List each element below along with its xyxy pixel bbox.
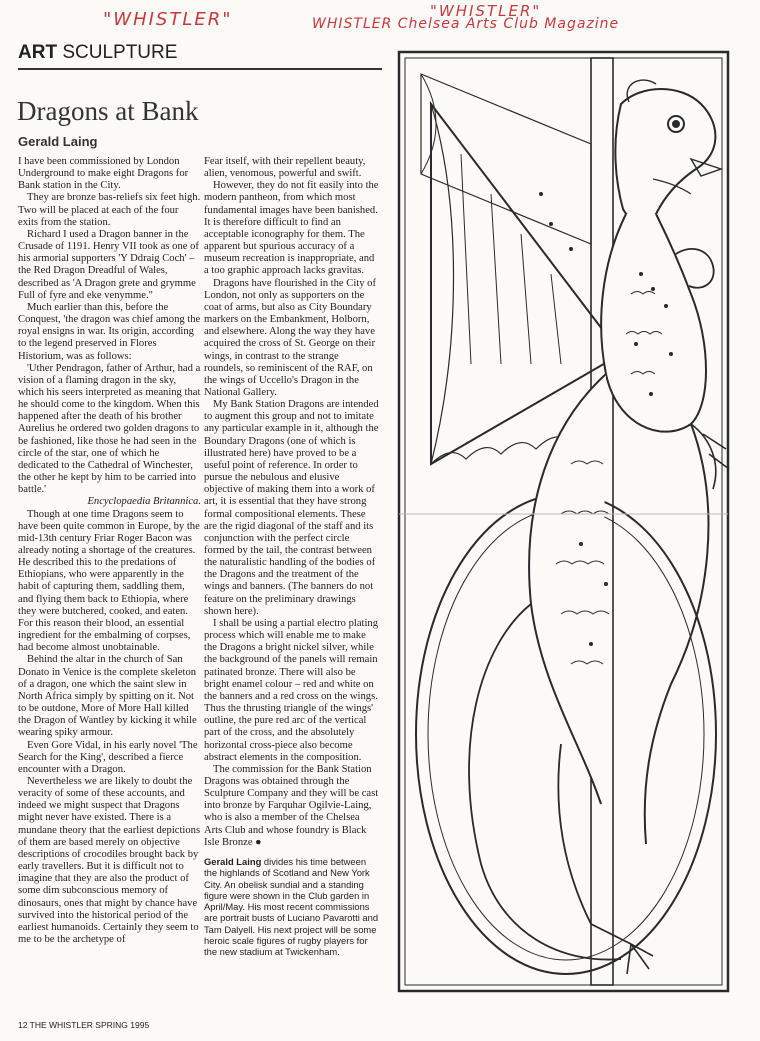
paragraph: Fear itself, with their repellent beauty, alien, venomous, powerful and swift. bbox=[204, 156, 366, 180]
paragraph: Dragons have flourished in the City of London, not only as supporters on the coat of arms, but also as City Boundary markers on the Embankment, Holborn, and elsewhere. Along the way they have acquired the cross of St. George on their wings, in contrast to the strange roundels, so reminiscent of the RAF, on the wings of Uccello's Dragon in the National Gallery. bbox=[204, 277, 376, 398]
paragraph: Though at one time Dragons seem to have been quite common in Europe, by the mid-13th century Friar Roger Bacon was already noting a shortage of the creatures. He described this to the predations of Ethiopians, who were apparently in the habit of capturing them, saddling them, and flying them back to Ethiopia, where they were butchered, cooked, and eaten. For this reason their blood, an essential ingredient for the embalming of corpses, had become almost unobtainable. bbox=[18, 508, 200, 654]
paragraph: Much earlier than this, before the Conquest, 'the dragon was chief among the royal ensigns in war. Its origin, according to the legend preserved in Flores Historium, was as follows: bbox=[18, 301, 201, 362]
paragraph: However, they do not fit easily into the modern pantheon, from which most fundamental images have been banished. It is therefore difficult to find an acceptable iconography for them. The apparent but spurious accuracy of a museum recreation is inappropriate, and a too graphic approach lacks gravitas. bbox=[204, 180, 379, 277]
page-folio: 12 THE WHISTLER SPRING 1995 bbox=[18, 1020, 150, 1030]
section-header-bold: ART bbox=[18, 42, 58, 63]
article-byline: Gerald Laing bbox=[18, 134, 98, 149]
handwritten-note-whistler-2: "WHISTLER" bbox=[430, 2, 542, 20]
paragraph: I shall be using a partial electro plating process which will enable me to make the Dragons a bright nickel silver, while the background of the panels will remain patinated bronze. There will also be bright enamel colour – red and white on the banners and a red cross on the wings. Thus the thrusting triangle of the wings' outline, the pure red arc of the vertical part of the cross, and the absolutely horizontal cross-piece also become abstract elements in the composition. bbox=[204, 617, 379, 763]
author-bio bbox=[204, 856, 379, 958]
paragraph: Richard I used a Dragon banner in the Crusade of 1191. Henry VII took as one of his armorial supporters 'Y Ddraig Coch' – the Red Dragon Dreadful of Wales, described as 'A Dragon grete and grymme bbox=[18, 228, 199, 289]
paragraph: I have been commissioned by London Underground to make eight Dragons for Bank station in the City. bbox=[18, 156, 189, 192]
article-column-1 bbox=[18, 156, 201, 946]
section-header-rest: SCULPTURE bbox=[62, 42, 178, 63]
paragraph: Full of fyre and eke venymme." bbox=[18, 289, 153, 301]
paragraph: They are bronze bas-reliefs six feet high. Two will be placed at each of the four exits from the station. bbox=[18, 192, 201, 228]
article-column-2 bbox=[204, 156, 379, 958]
handwritten-note-magazine: WHISTLER Chelsea Arts Club Magazine bbox=[312, 16, 620, 32]
paragraph: Even Gore Vidal, in his early novel 'The Search for the King', described a fierce encounter with a Dragon. bbox=[18, 739, 198, 775]
paragraph: The commission for the Bank Station Dragons was obtained through the Sculpture Company and they will be cast into bronze by Farquhar Ogilvie-Laing, who is also a member of the Chelsea Arts Club and whose foundry is Black Isle Bronze ● bbox=[204, 763, 379, 848]
article-headline: Dragons at Bank bbox=[17, 96, 199, 126]
citation: Encyclopaedia Britannica. bbox=[87, 496, 201, 508]
paragraph: Behind the altar in the church of San Donato in Venice is the complete skeleton of a dragon, one which the saint slew in North Africa simply by spitting on it. Not to be outdone, More of More Hall killed the Dragon of Wantley by kicking it while wearing spiky armour. bbox=[18, 654, 197, 739]
author-bio-name: Gerald Laing bbox=[204, 855, 262, 867]
section-header bbox=[18, 42, 177, 64]
handwritten-note-whistler: "WHISTLER" bbox=[103, 9, 233, 30]
paragraph: 'Uther Pendragon, father of Arthur, had a vision of a flaming dragon in the sky, which his seers interpreted as meaning that he should come to the kingdom. When this happened after the death of his brother Aurelius he ordered two golden dragons to be fashioned, like those he had seen in the circle of the star, one of which he dedicated to the Cathedral of Winchester, the other he kept by him to be carried into battle.' bbox=[18, 362, 201, 496]
author-bio-text: divides his time between the highlands of Scotland and New York City. An obelisk sundial and a standing figure were shown in the Club garden in April/May. His most recent commissions are portrait busts of Luciano Pavarotti and Tam Dalyell. His next project will be some heroic scale figures of rugby players for the new stadium at Twickenham. bbox=[204, 855, 379, 958]
section-rule bbox=[18, 68, 382, 70]
dragon-illustration bbox=[391, 44, 736, 999]
paragraph: Nevertheless we are likely to doubt the veracity of some of these accounts, and indeed we might suspect that Dragons might never have existed. There is a mundane theory that the earliest depictions of them are based merely on objective descriptions of crocodiles brought back by early travellers. But it is difficult not to imagine that they are also the product of some dim subconscious memory of dinosaurs, ones that might by chance have survived into the historical period of the earliest humanoids. Certainly they seem to me to be the archetype of bbox=[18, 775, 201, 945]
paragraph: My Bank Station Dragons are intended to augment this group and not to imitate any particular example in it, although the Boundary Dragons (one of which is illustrated here) have proved to be a useful point of reference. In order to pursue the nebulous and elusive objective of making them into a work of art, it is essential that they have strong formal compositional elements. These are the rigid diagonal of the staff and its conjunction with the perfect circle formed by the tail, the contrast between the naturalistic handling of the bodies of the Dragons and the treatment of the wings and banners. (The banners do not feature on the preliminary drawings shown here). bbox=[204, 399, 379, 617]
